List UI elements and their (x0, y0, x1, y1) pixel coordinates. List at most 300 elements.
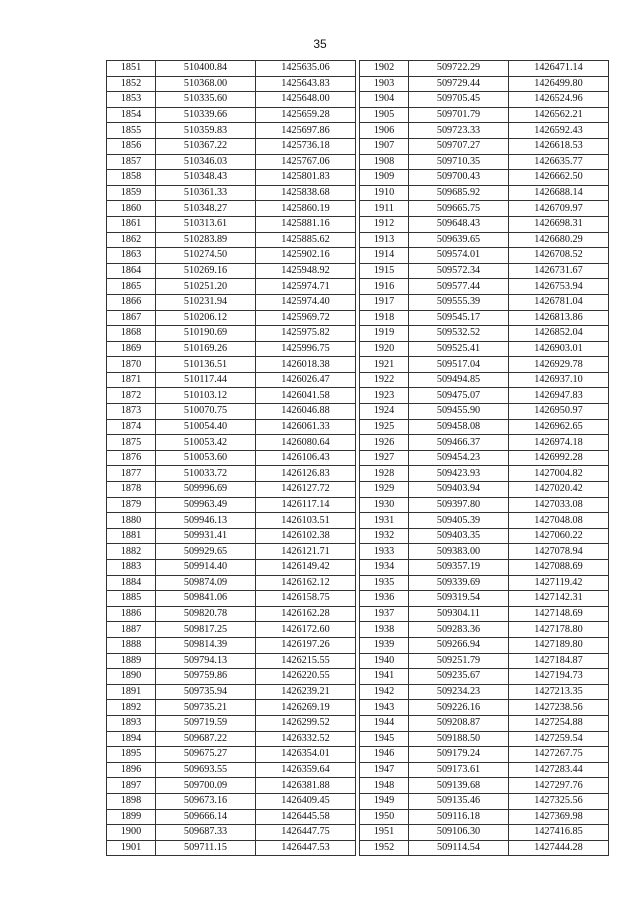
table-row (360, 762, 609, 778)
point-number-cell: 1930 (360, 497, 409, 513)
table-row (107, 653, 356, 669)
point-number-cell: 1903 (360, 76, 409, 92)
point-number-cell: 1926 (360, 435, 409, 451)
point-number-cell: 1904 (360, 92, 409, 108)
table-row (360, 154, 609, 170)
y-coordinate-cell: 1427283.44 (509, 762, 609, 778)
y-coordinate-cell: 1426332.52 (256, 731, 356, 747)
table-row (107, 372, 356, 388)
x-coordinate-cell: 509403.94 (409, 482, 509, 498)
x-coordinate-cell: 509545.17 (409, 310, 509, 326)
x-coordinate-cell: 509266.94 (409, 637, 509, 653)
point-number-cell: 1878 (107, 482, 156, 498)
y-coordinate-cell: 1427119.42 (509, 575, 609, 591)
y-coordinate-cell: 1426903.01 (509, 341, 609, 357)
x-coordinate-cell: 509707.27 (409, 138, 509, 154)
x-coordinate-cell: 509700.43 (409, 170, 509, 186)
point-number-cell: 1905 (360, 107, 409, 123)
point-number-cell: 1939 (360, 637, 409, 653)
point-number-cell: 1937 (360, 606, 409, 622)
table-row (360, 310, 609, 326)
x-coordinate-cell: 509357.19 (409, 560, 509, 576)
point-number-cell: 1908 (360, 154, 409, 170)
x-coordinate-cell: 509673.16 (156, 793, 256, 809)
x-coordinate-cell: 509574.01 (409, 248, 509, 264)
x-coordinate-cell: 509234.23 (409, 684, 509, 700)
point-number-cell: 1936 (360, 591, 409, 607)
y-coordinate-cell: 1427004.82 (509, 466, 609, 482)
x-coordinate-cell: 509996.69 (156, 482, 256, 498)
point-number-cell: 1893 (107, 715, 156, 731)
point-number-cell: 1916 (360, 279, 409, 295)
point-number-cell: 1918 (360, 310, 409, 326)
x-coordinate-cell: 509687.22 (156, 731, 256, 747)
table-row (360, 357, 609, 373)
point-number-cell: 1929 (360, 482, 409, 498)
table-row (107, 232, 356, 248)
x-coordinate-cell: 509397.80 (409, 497, 509, 513)
y-coordinate-cell: 1427060.22 (509, 528, 609, 544)
table-row (107, 809, 356, 825)
x-coordinate-cell: 510070.75 (156, 404, 256, 420)
y-coordinate-cell: 1426731.67 (509, 263, 609, 279)
x-coordinate-cell: 509405.39 (409, 513, 509, 529)
point-number-cell: 1885 (107, 591, 156, 607)
x-coordinate-cell: 509687.33 (156, 825, 256, 841)
y-coordinate-cell: 1425975.82 (256, 326, 356, 342)
table-row (360, 326, 609, 342)
table-row (107, 61, 356, 77)
point-number-cell: 1890 (107, 669, 156, 685)
table-row (107, 450, 356, 466)
point-number-cell: 1851 (107, 61, 156, 77)
point-number-cell: 1917 (360, 294, 409, 310)
y-coordinate-cell: 1426950.97 (509, 404, 609, 420)
point-number-cell: 1874 (107, 419, 156, 435)
y-coordinate-cell: 1426753.94 (509, 279, 609, 295)
y-coordinate-cell: 1427048.08 (509, 513, 609, 529)
point-number-cell: 1854 (107, 107, 156, 123)
y-coordinate-cell: 1426592.43 (509, 123, 609, 139)
point-number-cell: 1928 (360, 466, 409, 482)
x-coordinate-cell: 509705.45 (409, 92, 509, 108)
x-coordinate-cell: 510359.83 (156, 123, 256, 139)
point-number-cell: 1866 (107, 294, 156, 310)
table-row (360, 450, 609, 466)
point-number-cell: 1865 (107, 279, 156, 295)
table-row (360, 107, 609, 123)
table-row (107, 154, 356, 170)
y-coordinate-cell: 1427033.08 (509, 497, 609, 513)
y-coordinate-cell: 1425648.00 (256, 92, 356, 108)
point-number-cell: 1913 (360, 232, 409, 248)
table-row (107, 482, 356, 498)
table-row (360, 216, 609, 232)
point-number-cell: 1915 (360, 263, 409, 279)
point-number-cell: 1876 (107, 450, 156, 466)
table-row (360, 341, 609, 357)
y-coordinate-cell: 1425697.86 (256, 123, 356, 139)
point-number-cell: 1907 (360, 138, 409, 154)
y-coordinate-cell: 1426026.47 (256, 372, 356, 388)
table-row (107, 107, 356, 123)
x-coordinate-cell: 510053.60 (156, 450, 256, 466)
table-row (107, 404, 356, 420)
table-row (107, 684, 356, 700)
point-number-cell: 1950 (360, 809, 409, 825)
y-coordinate-cell: 1425948.92 (256, 263, 356, 279)
x-coordinate-cell: 509304.11 (409, 606, 509, 622)
x-coordinate-cell: 509722.29 (409, 61, 509, 77)
table-row (107, 513, 356, 529)
x-coordinate-cell: 509532.52 (409, 326, 509, 342)
x-coordinate-cell: 509517.04 (409, 357, 509, 373)
point-number-cell: 1862 (107, 232, 156, 248)
x-coordinate-cell: 510335.60 (156, 92, 256, 108)
x-coordinate-cell: 509466.37 (409, 435, 509, 451)
point-number-cell: 1900 (107, 825, 156, 841)
y-coordinate-cell: 1425974.71 (256, 279, 356, 295)
table-row (107, 201, 356, 217)
y-coordinate-cell: 1426162.12 (256, 575, 356, 591)
point-number-cell: 1952 (360, 840, 409, 856)
y-coordinate-cell: 1426447.53 (256, 840, 356, 856)
table-row (360, 591, 609, 607)
y-coordinate-cell: 1427267.75 (509, 747, 609, 763)
y-coordinate-cell: 1425767.06 (256, 154, 356, 170)
table-row (107, 310, 356, 326)
x-coordinate-cell: 509874.09 (156, 575, 256, 591)
point-number-cell: 1922 (360, 372, 409, 388)
point-number-cell: 1923 (360, 388, 409, 404)
x-coordinate-cell: 509555.39 (409, 294, 509, 310)
y-coordinate-cell: 1427254.88 (509, 715, 609, 731)
x-coordinate-cell: 509820.78 (156, 606, 256, 622)
x-coordinate-cell: 509383.00 (409, 544, 509, 560)
page-number: 35 (313, 37, 327, 51)
x-coordinate-cell: 510274.50 (156, 248, 256, 264)
x-coordinate-cell: 509458.08 (409, 419, 509, 435)
y-coordinate-cell: 1426962.65 (509, 419, 609, 435)
point-number-cell: 1881 (107, 528, 156, 544)
y-coordinate-cell: 1426127.72 (256, 482, 356, 498)
table-row (107, 731, 356, 747)
table-row (107, 637, 356, 653)
x-coordinate-cell: 510103.12 (156, 388, 256, 404)
y-coordinate-cell: 1426080.64 (256, 435, 356, 451)
table-row (360, 809, 609, 825)
table-row (360, 669, 609, 685)
y-coordinate-cell: 1426149.42 (256, 560, 356, 576)
x-coordinate-cell: 510053.42 (156, 435, 256, 451)
x-coordinate-cell: 509494.85 (409, 372, 509, 388)
point-number-cell: 1872 (107, 388, 156, 404)
y-coordinate-cell: 1426102.38 (256, 528, 356, 544)
table-row (107, 357, 356, 373)
y-coordinate-cell: 1426974.18 (509, 435, 609, 451)
table-row (360, 170, 609, 186)
x-coordinate-cell: 509283.36 (409, 622, 509, 638)
y-coordinate-cell: 1426409.45 (256, 793, 356, 809)
point-number-cell: 1870 (107, 357, 156, 373)
y-coordinate-cell: 1426688.14 (509, 185, 609, 201)
point-number-cell: 1942 (360, 684, 409, 700)
point-number-cell: 1927 (360, 450, 409, 466)
x-coordinate-cell: 510339.66 (156, 107, 256, 123)
point-number-cell: 1899 (107, 809, 156, 825)
y-coordinate-cell: 1427213.35 (509, 684, 609, 700)
table-row (107, 466, 356, 482)
table-row (360, 700, 609, 716)
y-coordinate-cell: 1426126.83 (256, 466, 356, 482)
y-coordinate-cell: 1427020.42 (509, 482, 609, 498)
table-row (107, 76, 356, 92)
y-coordinate-cell: 1426947.83 (509, 388, 609, 404)
x-coordinate-cell: 510313.61 (156, 216, 256, 232)
y-coordinate-cell: 1427189.80 (509, 637, 609, 653)
y-coordinate-cell: 1425881.16 (256, 216, 356, 232)
table-row (107, 170, 356, 186)
x-coordinate-cell: 509723.33 (409, 123, 509, 139)
table-row (107, 279, 356, 295)
y-coordinate-cell: 1425860.19 (256, 201, 356, 217)
table-row (107, 762, 356, 778)
x-coordinate-cell: 509711.15 (156, 840, 256, 856)
y-coordinate-cell: 1426041.58 (256, 388, 356, 404)
x-coordinate-cell: 509114.54 (409, 840, 509, 856)
y-coordinate-cell: 1426499.80 (509, 76, 609, 92)
point-number-cell: 1912 (360, 216, 409, 232)
y-coordinate-cell: 1426018.38 (256, 357, 356, 373)
point-number-cell: 1869 (107, 341, 156, 357)
point-number-cell: 1894 (107, 731, 156, 747)
point-number-cell: 1898 (107, 793, 156, 809)
y-coordinate-cell: 1426117.14 (256, 497, 356, 513)
y-coordinate-cell: 1425974.40 (256, 294, 356, 310)
x-coordinate-cell: 510283.89 (156, 232, 256, 248)
table-row (107, 840, 356, 856)
table-row (107, 216, 356, 232)
point-number-cell: 1934 (360, 560, 409, 576)
x-coordinate-cell: 509226.16 (409, 700, 509, 716)
y-coordinate-cell: 1426708.52 (509, 248, 609, 264)
table-row (107, 715, 356, 731)
x-coordinate-cell: 509665.75 (409, 201, 509, 217)
table-row (360, 61, 609, 77)
x-coordinate-cell: 510190.69 (156, 326, 256, 342)
table-row (360, 482, 609, 498)
point-number-cell: 1891 (107, 684, 156, 700)
y-coordinate-cell: 1427194.73 (509, 669, 609, 685)
table-row (107, 388, 356, 404)
point-number-cell: 1887 (107, 622, 156, 638)
y-coordinate-cell: 1426106.43 (256, 450, 356, 466)
table-row (107, 606, 356, 622)
x-coordinate-cell: 509931.41 (156, 528, 256, 544)
table-row (360, 388, 609, 404)
table-row (107, 326, 356, 342)
table-row (360, 466, 609, 482)
y-coordinate-cell: 1426269.19 (256, 700, 356, 716)
y-coordinate-cell: 1425996.75 (256, 341, 356, 357)
table-row (107, 669, 356, 685)
table-row (107, 341, 356, 357)
x-coordinate-cell: 509251.79 (409, 653, 509, 669)
point-number-cell: 1880 (107, 513, 156, 529)
table-row (360, 793, 609, 809)
y-coordinate-cell: 1426562.21 (509, 107, 609, 123)
y-coordinate-cell: 1426103.51 (256, 513, 356, 529)
table-row (107, 435, 356, 451)
x-coordinate-cell: 510367.22 (156, 138, 256, 154)
x-coordinate-cell: 510231.94 (156, 294, 256, 310)
point-number-cell: 1882 (107, 544, 156, 560)
table-row (107, 248, 356, 264)
table-row (360, 419, 609, 435)
point-number-cell: 1925 (360, 419, 409, 435)
table-row (107, 544, 356, 560)
point-number-cell: 1901 (107, 840, 156, 856)
table-row (360, 528, 609, 544)
point-number-cell: 1888 (107, 637, 156, 653)
point-number-cell: 1860 (107, 201, 156, 217)
table-row (107, 123, 356, 139)
x-coordinate-cell: 509817.25 (156, 622, 256, 638)
x-coordinate-cell: 509685.92 (409, 185, 509, 201)
point-number-cell: 1945 (360, 731, 409, 747)
point-number-cell: 1909 (360, 170, 409, 186)
x-coordinate-cell: 509179.24 (409, 747, 509, 763)
point-number-cell: 1896 (107, 762, 156, 778)
x-coordinate-cell: 509648.43 (409, 216, 509, 232)
x-coordinate-cell: 510269.16 (156, 263, 256, 279)
point-number-cell: 1857 (107, 154, 156, 170)
y-coordinate-cell: 1426061.33 (256, 419, 356, 435)
x-coordinate-cell: 509475.07 (409, 388, 509, 404)
y-coordinate-cell: 1427444.28 (509, 840, 609, 856)
point-number-cell: 1944 (360, 715, 409, 731)
y-coordinate-cell: 1426992.28 (509, 450, 609, 466)
table-row (360, 232, 609, 248)
x-coordinate-cell: 509106.30 (409, 825, 509, 841)
table-row (360, 731, 609, 747)
x-coordinate-cell: 509639.65 (409, 232, 509, 248)
x-coordinate-cell: 509666.14 (156, 809, 256, 825)
y-coordinate-cell: 1426471.14 (509, 61, 609, 77)
table-row (360, 435, 609, 451)
y-coordinate-cell: 1427325.56 (509, 793, 609, 809)
y-coordinate-cell: 1426239.21 (256, 684, 356, 700)
y-coordinate-cell: 1427088.69 (509, 560, 609, 576)
x-coordinate-cell: 509339.69 (409, 575, 509, 591)
table-row (107, 825, 356, 841)
y-coordinate-cell: 1426354.01 (256, 747, 356, 763)
point-number-cell: 1932 (360, 528, 409, 544)
point-number-cell: 1919 (360, 326, 409, 342)
point-number-cell: 1951 (360, 825, 409, 841)
table-row (107, 560, 356, 576)
table-row (360, 372, 609, 388)
x-coordinate-cell: 509759.86 (156, 669, 256, 685)
y-coordinate-cell: 1426121.71 (256, 544, 356, 560)
point-number-cell: 1856 (107, 138, 156, 154)
point-number-cell: 1920 (360, 341, 409, 357)
table-row (107, 747, 356, 763)
point-number-cell: 1871 (107, 372, 156, 388)
point-number-cell: 1938 (360, 622, 409, 638)
y-coordinate-cell: 1427238.56 (509, 700, 609, 716)
point-number-cell: 1940 (360, 653, 409, 669)
point-number-cell: 1906 (360, 123, 409, 139)
table-row (360, 123, 609, 139)
x-coordinate-cell: 509139.68 (409, 778, 509, 794)
x-coordinate-cell: 509135.46 (409, 793, 509, 809)
point-number-cell: 1879 (107, 497, 156, 513)
coordinates-table-right (359, 60, 609, 856)
table-row (360, 825, 609, 841)
y-coordinate-cell: 1426929.78 (509, 357, 609, 373)
y-coordinate-cell: 1427142.31 (509, 591, 609, 607)
y-coordinate-cell: 1426618.53 (509, 138, 609, 154)
table-row (107, 793, 356, 809)
x-coordinate-cell: 509929.65 (156, 544, 256, 560)
table-row (360, 185, 609, 201)
table-row (107, 528, 356, 544)
y-coordinate-cell: 1426220.55 (256, 669, 356, 685)
x-coordinate-cell: 509814.39 (156, 637, 256, 653)
y-coordinate-cell: 1426852.04 (509, 326, 609, 342)
x-coordinate-cell: 510346.03 (156, 154, 256, 170)
x-coordinate-cell: 509729.44 (409, 76, 509, 92)
y-coordinate-cell: 1426937.10 (509, 372, 609, 388)
x-coordinate-cell: 509946.13 (156, 513, 256, 529)
x-coordinate-cell: 510348.43 (156, 170, 256, 186)
y-coordinate-cell: 1427148.69 (509, 606, 609, 622)
x-coordinate-cell: 509423.93 (409, 466, 509, 482)
y-coordinate-cell: 1426635.77 (509, 154, 609, 170)
point-number-cell: 1889 (107, 653, 156, 669)
table-row (360, 76, 609, 92)
x-coordinate-cell: 509454.23 (409, 450, 509, 466)
point-number-cell: 1948 (360, 778, 409, 794)
x-coordinate-cell: 509525.41 (409, 341, 509, 357)
x-coordinate-cell: 509710.35 (409, 154, 509, 170)
y-coordinate-cell: 1426447.75 (256, 825, 356, 841)
y-coordinate-cell: 1426215.55 (256, 653, 356, 669)
point-number-cell: 1875 (107, 435, 156, 451)
table-row (360, 684, 609, 700)
x-coordinate-cell: 510251.20 (156, 279, 256, 295)
table-row (107, 778, 356, 794)
y-coordinate-cell: 1425969.72 (256, 310, 356, 326)
y-coordinate-cell: 1426813.86 (509, 310, 609, 326)
point-number-cell: 1943 (360, 700, 409, 716)
x-coordinate-cell: 510117.44 (156, 372, 256, 388)
table-row (360, 497, 609, 513)
y-coordinate-cell: 1427184.87 (509, 653, 609, 669)
y-coordinate-cell: 1427369.98 (509, 809, 609, 825)
point-number-cell: 1914 (360, 248, 409, 264)
x-coordinate-cell: 509319.54 (409, 591, 509, 607)
x-coordinate-cell: 510033.72 (156, 466, 256, 482)
x-coordinate-cell: 509675.27 (156, 747, 256, 763)
point-number-cell: 1902 (360, 61, 409, 77)
point-number-cell: 1933 (360, 544, 409, 560)
point-number-cell: 1877 (107, 466, 156, 482)
y-coordinate-cell: 1426162.28 (256, 606, 356, 622)
x-coordinate-cell: 509701.79 (409, 107, 509, 123)
x-coordinate-cell: 510361.33 (156, 185, 256, 201)
